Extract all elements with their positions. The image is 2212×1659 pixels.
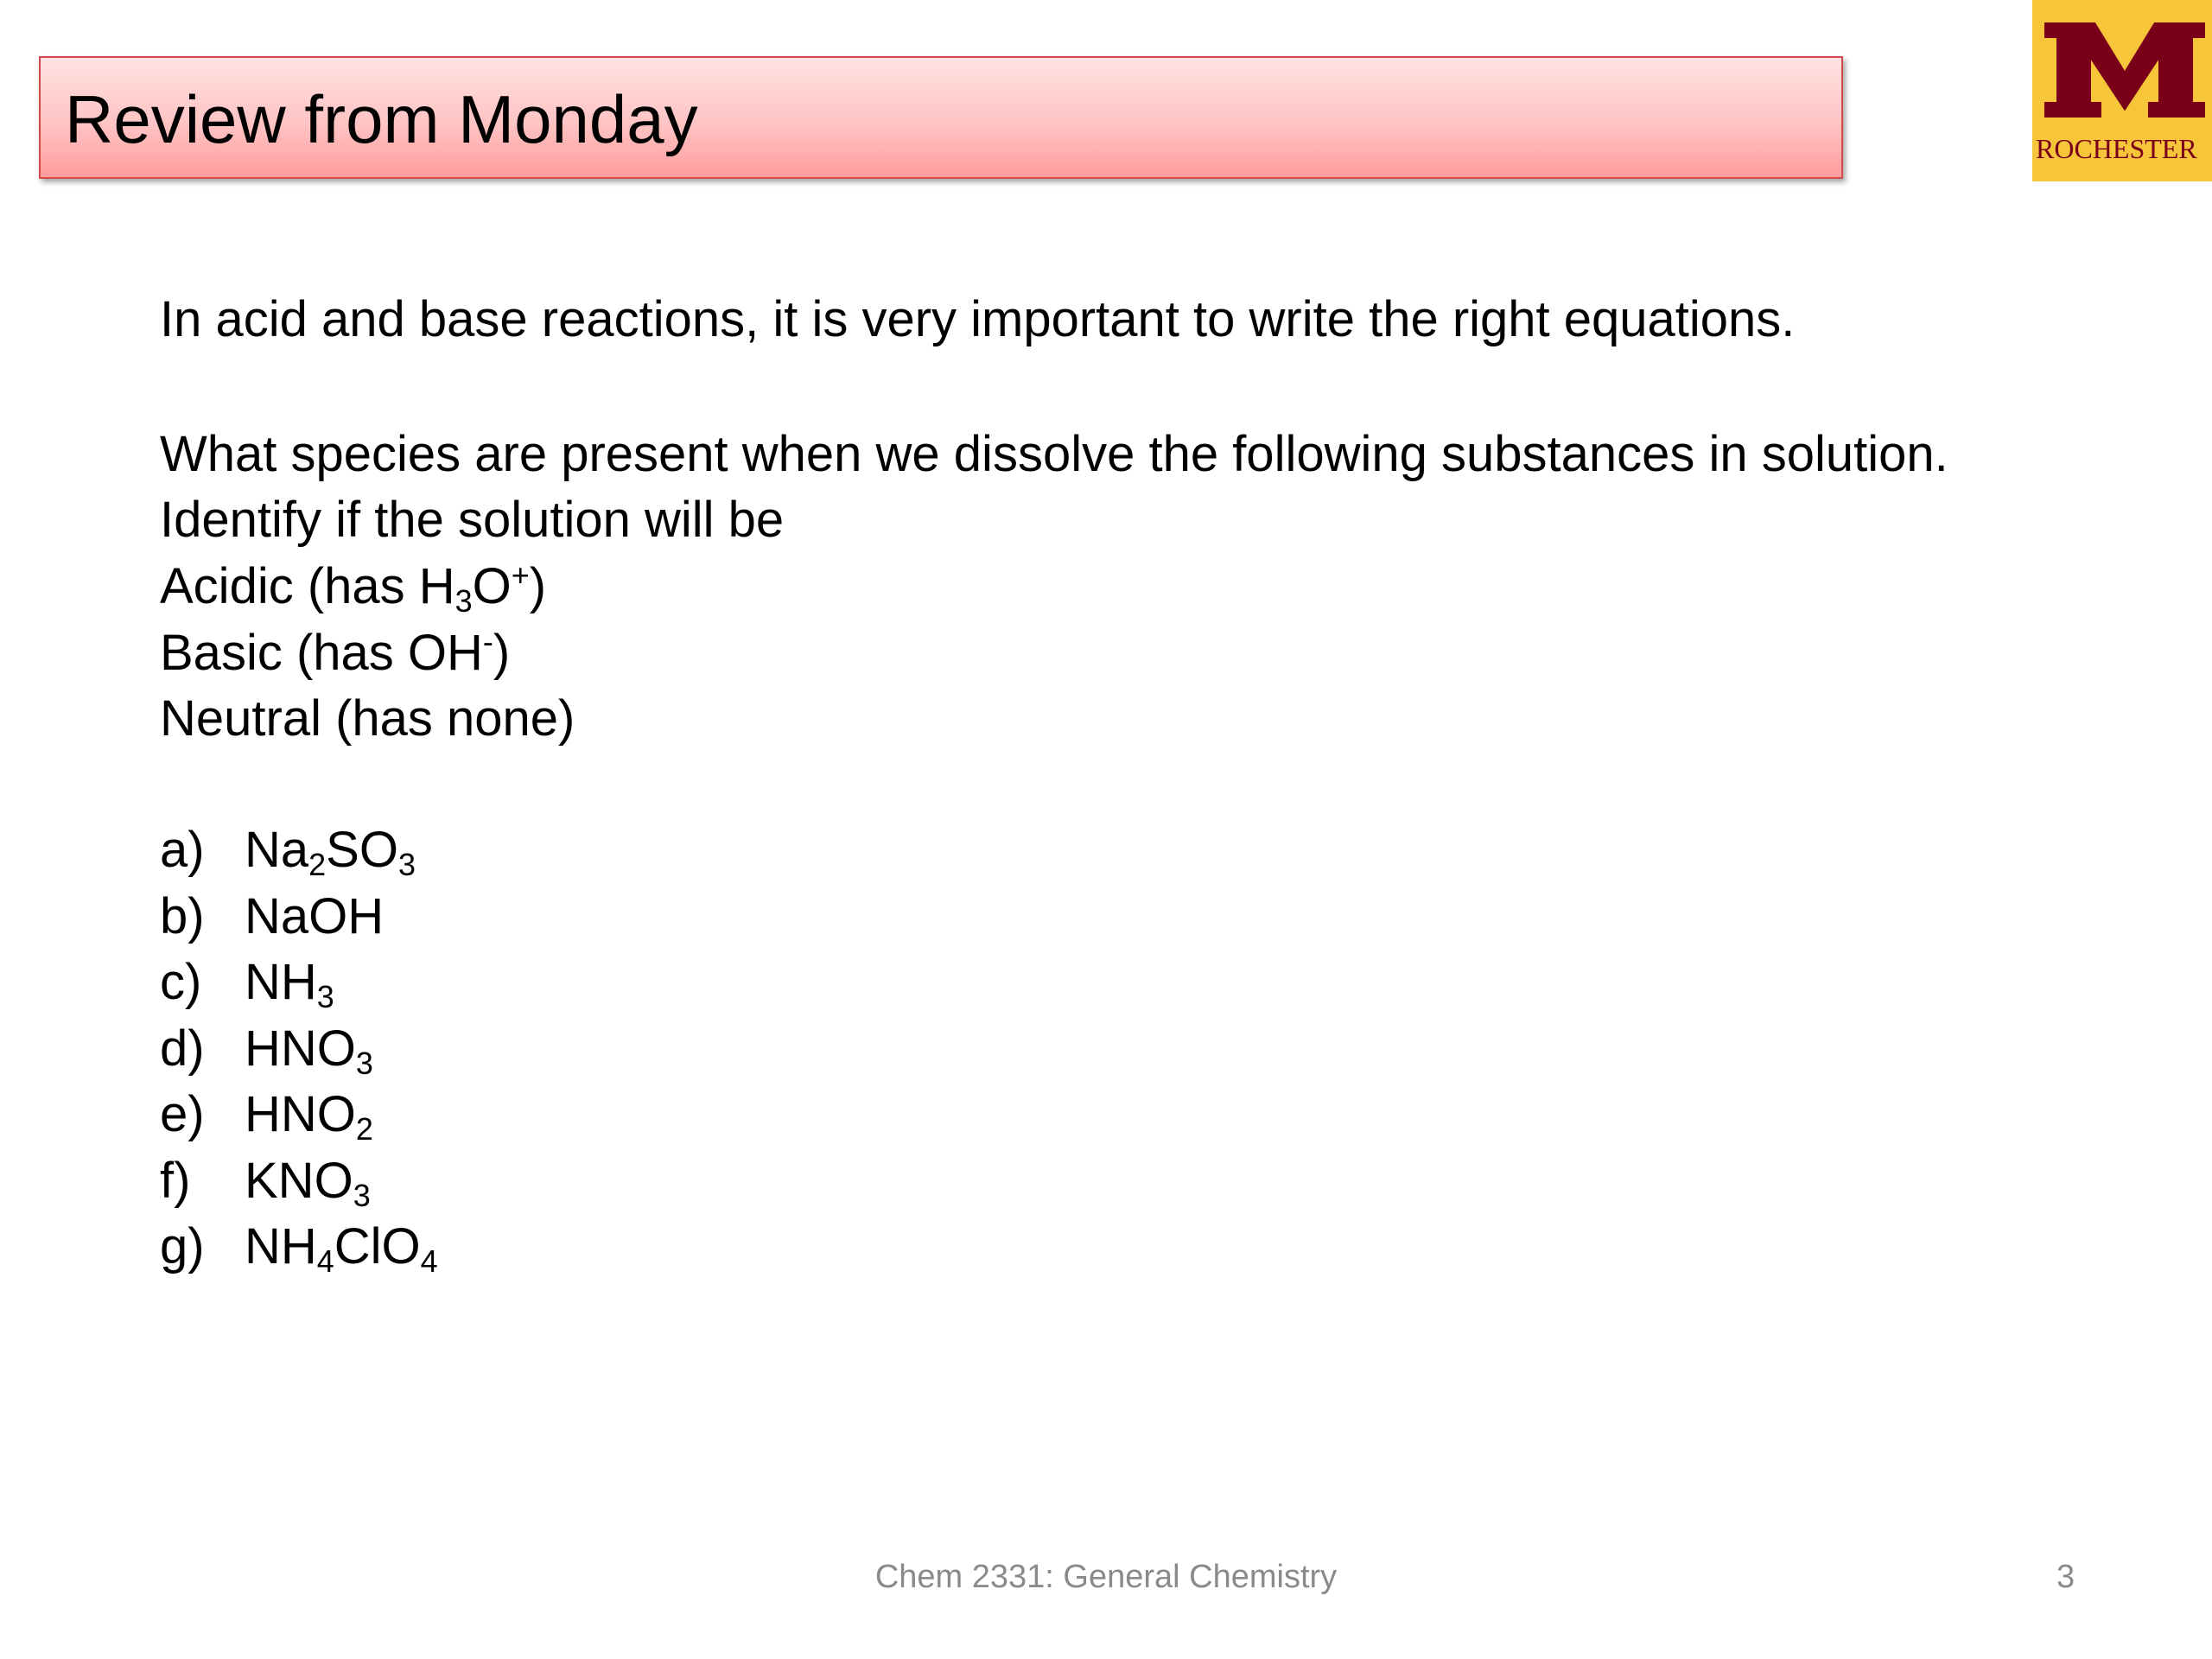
list-item-formula: $NH_4ClO_4$ (245, 1218, 438, 1280)
list-item-formula: NaOH (245, 887, 385, 944)
neutral-line: Neutral (has none) (160, 690, 575, 747)
footer-course: Chem 2331: General Chemistry (874, 1559, 1338, 1595)
list-item-formula: $Na_2SO_3$ (245, 822, 416, 883)
list-item-label: c) (160, 954, 202, 1010)
list-item-label: a) (160, 822, 205, 878)
list-item-formula: $HNO_3$ (245, 1020, 373, 1081)
identify-line: Identify if the solution will be (160, 492, 785, 548)
slide-title: Review from Monday (65, 81, 698, 157)
list-item-label: g) (160, 1218, 205, 1274)
question-line: What species are present when we dissolve the following substances in solution. (160, 426, 1948, 482)
list-item-formula: $NH_3$ (245, 954, 334, 1015)
page-number: 3 (2056, 1559, 2075, 1595)
list-item-formula: $HNO_2$ (245, 1086, 373, 1147)
logo-text: ROCHESTER (2036, 133, 2197, 164)
basic-line: Basic (has OH-) (160, 624, 511, 681)
acidic-line: Acidic (has $H_3O^+$) (160, 557, 547, 620)
list-item-label: d) (160, 1020, 205, 1077)
list-item-label: b) (160, 887, 205, 944)
title-bar (39, 56, 1843, 179)
list-item-formula: $KNO_3$ (245, 1152, 371, 1213)
university-logo (2032, 0, 2212, 181)
list-item-label: f) (160, 1152, 191, 1209)
intro-line: In acid and base reactions, it is very important to write the right equations. (160, 291, 1796, 347)
list-item-label: e) (160, 1086, 205, 1142)
university-m-icon (2036, 14, 2212, 126)
